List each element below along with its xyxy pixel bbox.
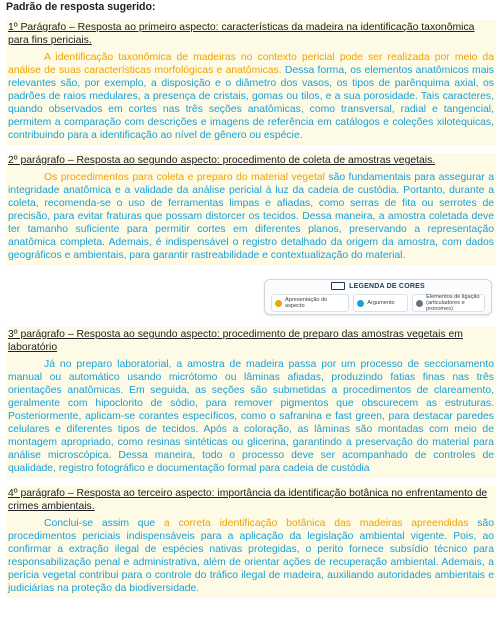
legend-item-argument: Argumento [353,294,408,312]
argument-text: as lâminas são montadas com meio de montagem apropriado, como resinas sintéticas ou glicerina, garantindo a preservação do material para análise microscópica. [8,424,494,461]
section-1-heading: 1º Parágrafo – Resposta ao primeiro aspecto: características da madeira na identificação taxonômica para fins periciais. [8,22,475,46]
legend-item-link: Elementos de ligação (articuladores e pronomes) [412,294,485,312]
argument-text: a amostra coletada deve ter tamanho suficiente para permitir cortes em diferentes planos, preservando a representação anatômica completa. [8,211,495,248]
section-4-body [8,517,494,595]
aspect-text: A identificação taxonômica de madeiras no contexto pericial pode ser realizada por meio da análise de suas características morfológicas e anatômicas. [8,52,494,76]
argument-text: os elementos anatômicos mais relevantes são, por exemplo, a disposição e o diâmetro dos vasos, os tipos de parênquima axial, os padrões de raios medulares, a presença de cristais, gomas ou tilos, e a sua porosidade. Tais caracteres, quando observados em cortes nas três seções anatômicas, como transversal, radial e tangencial, permitem a comparação com descrições e imagens de referência em catálogos e coleções xilotequicas, contribuindo para a identificação ao nível de gênero ou espécie. [8,65,494,141]
argument-text: as seções são submetidas a procedimentos de clareamento, geralmente com hipoclorito de sódio, para remover pigmentos que obscurecem as estruturas. Posteriormente, aplicam-se corantes específicos, como o safranina e fast green, para destacar paredes celulares e diferentes tipos de tecidos. [8,385,494,435]
section-1 [6,20,496,145]
link-text: Ademais, [438,557,485,568]
section-2 [6,153,496,265]
blue-dot-icon [357,300,364,307]
link-text: Em seguida, [123,385,190,396]
argument-text: são fundamentais para assegurar a integridade anatômica e a validade da análise pericial à luz da cadeia de custódia. Portanto, durante a coleta, recomenda-se o uso de ferramentas limpas e afiadas, como serras de fita ou serrotes de precisão, para evitar fraturas que possam distorcer os tecidos. [8,172,494,222]
link-text: Dessa maneira, [298,211,376,222]
section-3 [6,327,496,478]
link-text: Dessa maneira, [111,450,196,461]
argument-text: são procedimentos periciais indispensáveis para a aplicação da legislação ambiental vigente. Pois, ao confirmar a extração ilegal de espécies nativas protegidas, o perito fornece subsídio técnico para responsabilização penal e administrativa, além de orientar ações de recuperação ambiental. [8,518,494,568]
section-3-heading: 3º parágrafo – Resposta ao segundo aspecto: procedimento de preparo das amostras vegetais em laboratório [8,329,463,353]
argument-text: todo o processo deve ser acompanhado de controles de qualidade, registro fotográfico e documentação formal para cadeia de custódia [8,450,494,474]
color-legend [264,279,492,315]
legend-area [6,269,496,319]
argument-text: Já no preparo laboratorial, a amostra de madeira passa por um processo de seccionamento manual ou automático usando micrótomo ou lâminas afiadas, produzindo fatias finas nas três orientações anatômicas. [8,359,494,396]
section-1-body [8,51,494,142]
page-title: Padrão de resposta sugerido: [6,1,156,13]
legend-items [271,294,485,312]
legend-item-aspect: Apresentação do aspecto [271,294,349,312]
aspect-text: Os procedimentos para coleta e preparo do material vegetal [44,172,325,183]
gray-dot-icon [416,300,423,307]
link-text: Após a coloração, [198,424,292,435]
argument-text: a perícia vegetal contribui para o controle do tráfico ilegal de madeira, auxiliando autoridades ambientais e judiciárias na proteção da biodiversidade. [8,557,494,594]
section-2-body [8,171,494,262]
argument-text: é indispensável o registro detalhado da origem da amostra, com dados geográficos e ambientais, para garantir rastreabilidade e contextualização do material. [8,237,495,261]
legend-title: LEGENDA DE CORES [265,282,491,291]
section-2-heading: 2º parágrafo – Resposta ao segundo aspecto: procedimento de coleta de amostras vegetais. [8,155,436,166]
section-4-heading: 4º parágrafo – Resposta ao terceiro aspecto: importância da identificação botânica no enfrentamento de crimes ambientais. [8,488,488,512]
section-3-body [8,358,494,475]
section-4 [6,486,496,598]
link-text: Dessa forma, [281,65,348,76]
aspect-text: a correta identificação botânica das madeiras apreendidas [155,518,469,529]
legend-badge-icon [331,282,345,290]
link-text: Ademais, [105,237,152,248]
orange-dot-icon [275,300,282,307]
link-text: Conclui-se assim que [44,518,156,529]
